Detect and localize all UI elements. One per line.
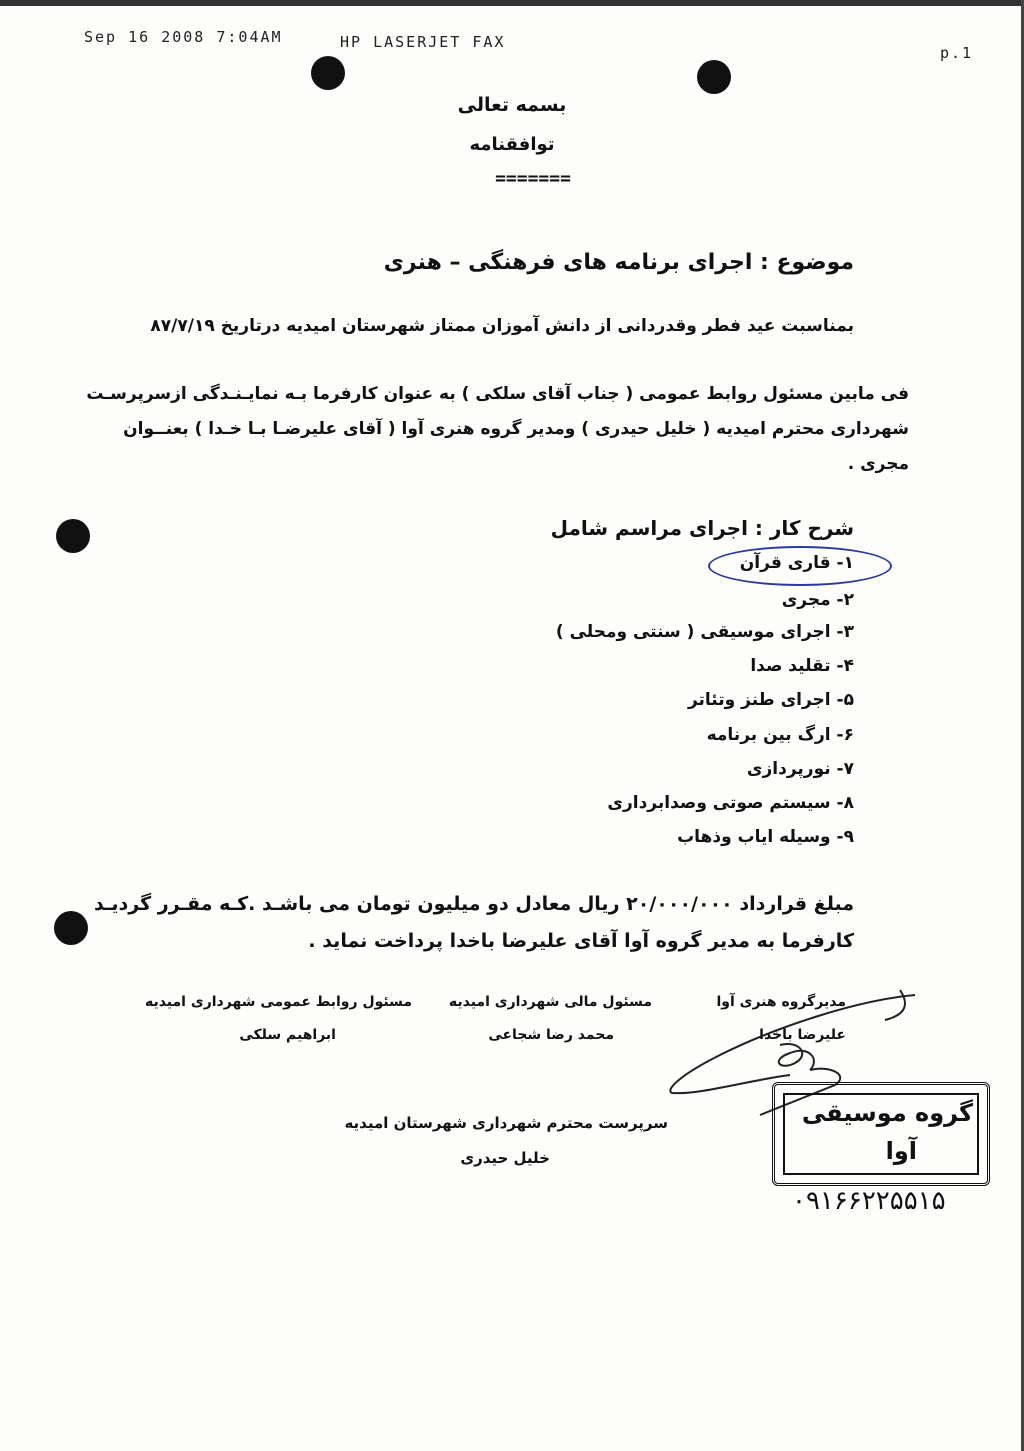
scope-item-5: ۵- اجرای طنز وتئاتر [687,690,854,710]
punch-hole-left-upper [56,519,90,553]
invocation: بسمه تعالی [457,94,567,116]
stamp-line-1: گروه موسیقی [801,1099,973,1127]
group-stamp [772,1082,990,1186]
supervisor-role: سرپرست محترم شهرداری شهرستان امیدیه [344,1114,668,1132]
scope-item-2: ۲- مجری [781,590,854,610]
scope-item-8: ۸- سیستم صوتی وصدابرداری [607,793,854,813]
parties-line-2: شهرداری محترم امیدیه ( خلیل حیدری ) ومدیر گروه هنری آوا ( آقای علیرضـا بـا خـدا ) بعنــوان [123,419,909,439]
handwritten-phone-number: ۰۹۱۶۶۲۲۵۵۱۵ [792,1186,946,1216]
document-title: توافقنامه [469,134,555,155]
fax-datetime: Sep 16 2008 7:04AM [84,28,283,46]
parties-line-1: فی مابین مسئول روابط عمومی ( جناب آقای سلکی ) به عنوان کارفرما بـه نمایـنـدگی ازسرپرسـت [86,384,909,404]
scope-item-3: ۳- اجرای موسیقی ( سنتی ومحلی ) [555,622,854,642]
scope-title: شرح کار : اجرای مراسم شامل [550,516,854,540]
payment-line-1: مبلغ قرارداد ۲۰/۰۰۰/۰۰۰ ریال معادل دو میلیون تومان می باشـد .کـه مقـرر گردیـد [93,893,854,915]
scope-item-9: ۹- وسیله ایاب وذهاب [677,827,854,847]
payment-line-2: کارفرما به مدیر گروه آوا آقای علیرضا باخدا پرداخت نماید . [308,930,854,952]
signatory-director-name: علیرضا باخدا [759,1027,846,1043]
scope-item-4: ۴- تقلید صدا [750,656,854,676]
scan-top-border [0,0,1024,6]
scope-item-6: ۶- ارگ بین برنامه [706,725,854,745]
parties-line-3: مجری . [847,454,909,474]
stamp-line-2: آوا [885,1137,917,1165]
punch-hole-left-lower [54,911,88,945]
signatory-pr-name: ابراهیم سلکی [239,1027,336,1043]
signatory-director-role: مدیرگروه هنری آوا [716,994,846,1010]
occasion-line: بمناسبت عید فطر وقدردانی از دانش آموزان ممتاز شهرستان امیدیه درتاریخ ۸۷/۷/۱۹ [150,316,854,336]
scope-item-7: ۷- نورپردازی [746,759,854,779]
fax-page-number: p.1 [940,44,974,62]
subject-line: موضوع : اجرای برنامه های فرهنگی – هنری [383,250,854,275]
supervisor-name: خلیل حیدری [460,1149,550,1167]
title-rule: ======= [495,168,571,189]
punch-hole-top-left [311,56,345,90]
punch-hole-top-right [697,60,731,94]
signatory-pr-role: مسئول روابط عمومی شهرداری امیدیه [144,994,412,1010]
scope-item-1: ۱- قاری قرآن [739,553,854,573]
signatory-finance-name: محمد رضا شجاعی [488,1027,614,1043]
signatory-finance-role: مسئول مالی شهرداری امیدیه [448,994,652,1010]
fax-device: HP LASERJET FAX [340,33,506,51]
